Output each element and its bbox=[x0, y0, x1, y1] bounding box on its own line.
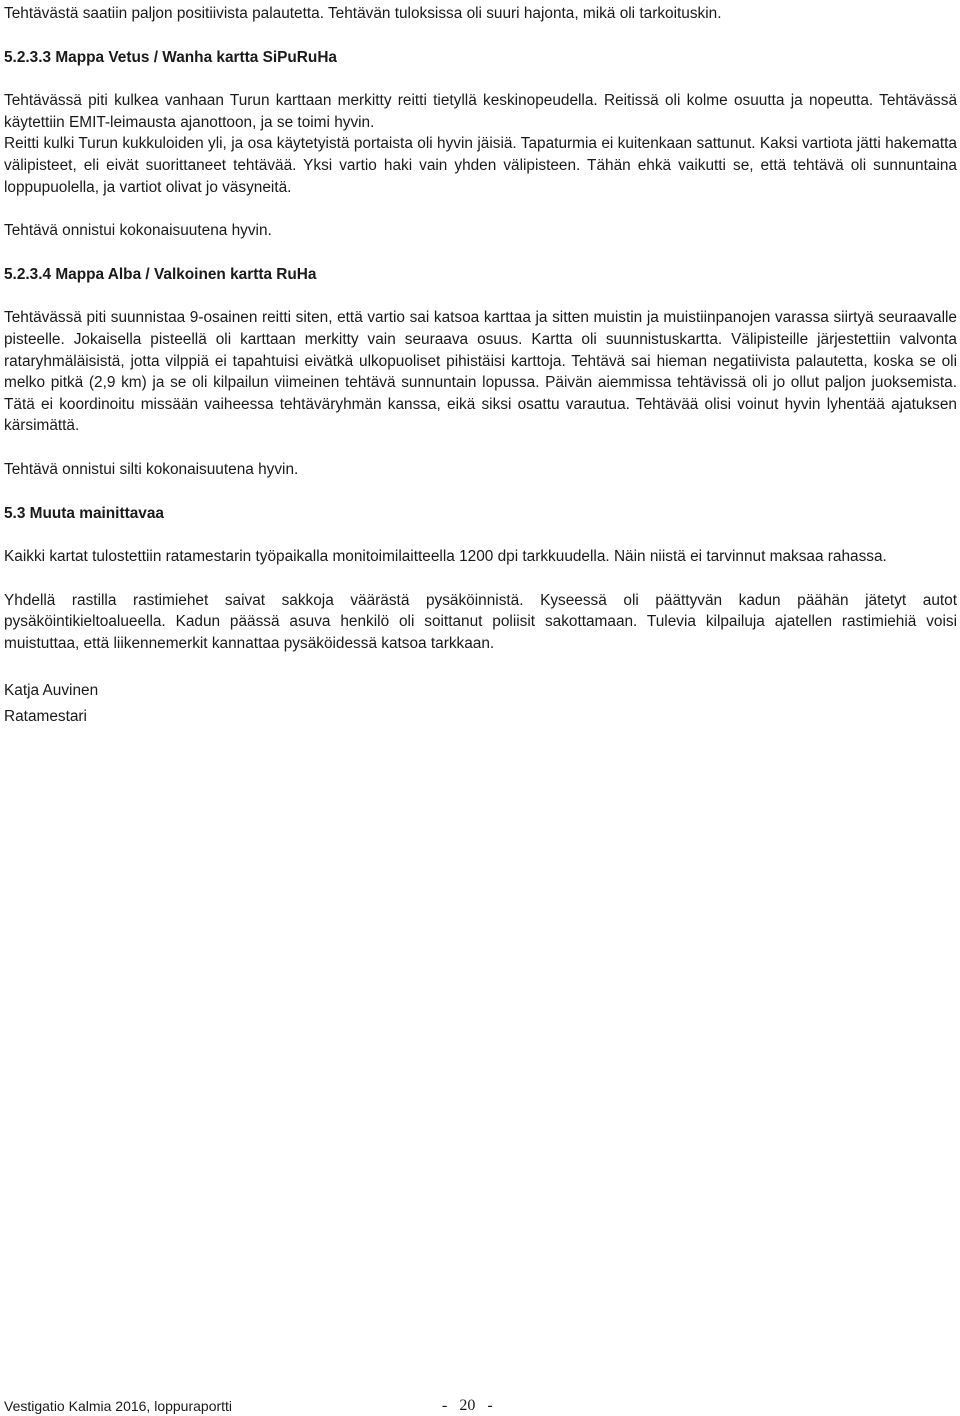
paragraph: Tehtävässä piti suunnistaa 9-osainen reitti siten, että vartio sai katsoa karttaa ja sitten muistin ja muistiinpanojen varassa siirtyä seuraavalle pisteelle. Jokaisella pisteellä oli karttaan merkitty vain seuraava osuus. Kartta oli suunnistuskartta. Välipisteille järjestettiin valvonta rataryhmäläisistä, jotta vilppiä ei tapahtuisi eivätkä ulkopuoliset pihistäisi karttoja. Tehtävä sai hieman negatiivista palautetta, koska se oli melko pitkä (2,9 km) ja se oli kilpailun viimeinen tehtävä sunnuntain lopussa. Päivän aiemmissa tehtävissä oli jo ollut paljon juoksemista. Tätä ei koordinoitu missään vaiheessa tehtäväryhmän kanssa, eikä siksi osattu varautua. Tehtävää olisi voinut hyvin lyhentää ajatuksen kärsimättä. bbox=[4, 309, 957, 435]
paragraph: Tehtävässä piti kulkea vanhaan Turun karttaan merkitty reitti tietyllä keskinopeudella. Reitissä oli kolme osuutta ja nopeutta. Tehtävässä käytettiin EMIT-leimausta ajanottoon, ja se toimi hyvin. bbox=[4, 92, 957, 131]
signature-name: Katja Auvinen bbox=[4, 682, 99, 700]
section-heading-5-3: 5.3 Muuta mainittavaa bbox=[4, 504, 164, 522]
paragraph: Reitti kulki Turun kukkuloiden yli, ja osa käytetyistä portaista oli hyvin jäisiä. Tapaturmia ei kuitenkaan sattunut. Kaksi vartiota jätti hakematta välipisteet, eli eivät suorittaneet tehtävää. Yksi vartio haki vain yhden välipisteen. Tähän ehkä vaikutti se, että tehtävä oli sunnuntaina loppupuolella, ja vartiot olivat jo väsyneitä. bbox=[4, 135, 957, 196]
document-page bbox=[4, 0, 957, 728]
paragraph: Kaikki kartat tulostettiin ratamestarin työpaikalla monitoimilaitteella 1200 dpi tarkkuudella. Näin niistä ei tarvinnut maksaa rahassa. bbox=[4, 548, 887, 566]
intro-paragraph: Tehtävästä saatiin paljon positiivista palautetta. Tehtävän tuloksissa oli suuri hajonta, mikä oli tarkoituskin. bbox=[4, 5, 722, 22]
footer-title: Vestigatio Kalmia 2016, loppuraportti bbox=[4, 1398, 233, 1414]
paragraph: Tehtävä onnistui silti kokonaisuutena hyvin. bbox=[4, 460, 299, 478]
section-heading-5-2-3-4: 5.2.3.4 Mappa Alba / Valkoinen kartta RuHa bbox=[4, 265, 317, 283]
section-heading-5-2-3-3: 5.2.3.3 Mappa Vetus / Wanha kartta SiPuRuHa bbox=[4, 48, 337, 66]
paragraph: Yhdellä rastilla rastimiehet saivat sakkoja väärästä pysäköinnistä. Kyseessä oli päättyvän kadun päähän jätetyt autot pysäköintikieltoalueella. Kadun päässä asuva henkilö oli soittanut poliisit sakottamaan. Tulevia kilpailuja ajatellen rastimiehiä voisi muistuttaa, että liikennemerkit kannattaa pysäköidessä katsoa tarkkaan. bbox=[4, 591, 957, 652]
signature-role: Ratamestari bbox=[4, 708, 87, 726]
page-number: - 20 - bbox=[442, 1397, 493, 1414]
paragraph: Tehtävä onnistui kokonaisuutena hyvin. bbox=[4, 222, 272, 240]
